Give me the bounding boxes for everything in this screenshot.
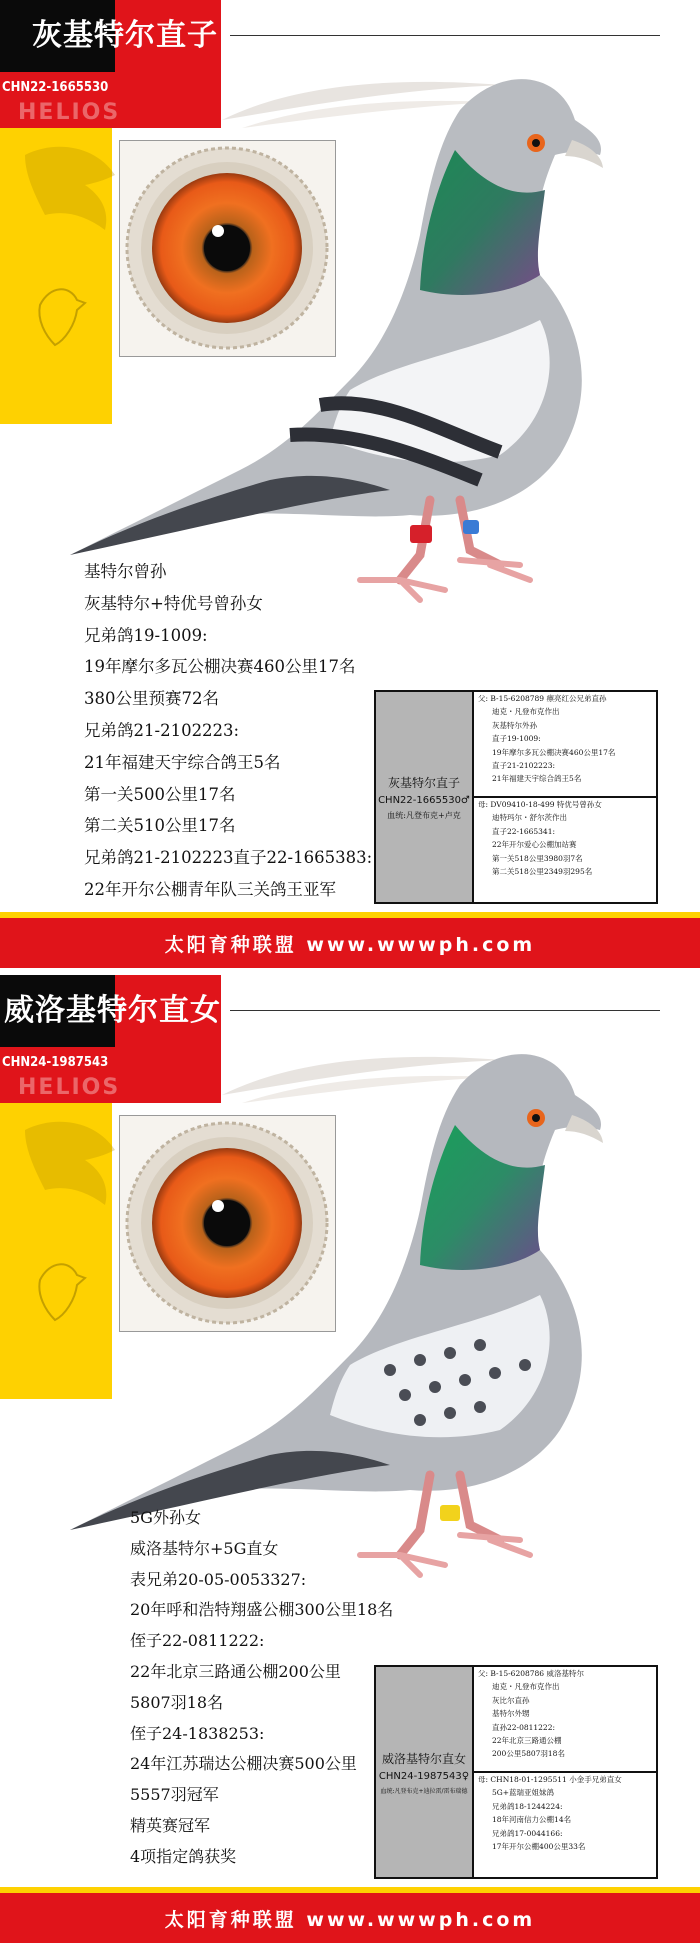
brand-watermark: HELIOS xyxy=(18,100,121,125)
pigeon-eye-photo xyxy=(119,1115,336,1332)
pedigree-table xyxy=(374,1665,658,1879)
achievement-line: 精英赛冠军 xyxy=(130,1815,211,1835)
sire-line: 迪克・凡登布克作出 xyxy=(492,1682,560,1692)
achievement-line: 兄弟鸽19-1009: xyxy=(84,625,208,645)
pedigree-name: 威洛基特尔直女 xyxy=(381,1751,466,1766)
achievement-line: 5557羽冠军 xyxy=(130,1785,219,1805)
sire-line: 迪克・凡登布克作出 xyxy=(492,707,560,717)
pedigree-sire xyxy=(474,1667,656,1773)
achievement-line: 22年开尔公棚青年队三关鸽王亚军 xyxy=(84,879,336,899)
achievement-line: 5G外孙女 xyxy=(130,1508,201,1527)
header-rule xyxy=(230,35,660,36)
sire-line: 22年北京三路通公棚 xyxy=(492,1736,562,1746)
dam-line: 兄弟鸽18-1244224: xyxy=(492,1801,563,1811)
sire-line: 19年摩尔多瓦公棚决赛460公里17名 xyxy=(492,747,616,757)
sire-line: 直孙22-0811222: xyxy=(492,1722,556,1732)
dam-line: 兄弟鸽17-0044166: xyxy=(492,1828,563,1838)
achievement-line: 威洛基特尔+5G直女 xyxy=(130,1538,279,1558)
achievement-line: 380公里预赛72名 xyxy=(84,689,219,709)
pigeon-card-2 xyxy=(0,975,700,1950)
pedigree-bloodline: 血统:凡登布克+迪拉雷/雷布瑞德 xyxy=(380,1787,468,1795)
pedigree-ring: CHN22-1665530♂ xyxy=(378,794,470,806)
dam-line: 18年河南信力公棚14名 xyxy=(492,1815,572,1825)
pedigree-name: 灰基特尔直子 xyxy=(387,775,460,790)
sire-line: 21年福建天宇综合鸽王5名 xyxy=(492,774,582,784)
sire-line: 直子19-1009: xyxy=(492,734,541,744)
achievement-line: 兄弟鸽21-2102223直子22-1665383: xyxy=(84,848,373,868)
achievement-line: 21年福建天宇综合鸽王5名 xyxy=(84,752,281,772)
dam-line: 5G+蓝瑞亚姐妹鸽 xyxy=(492,1788,555,1798)
pedigree-bloodline: 血统:凡登布克+卢克 xyxy=(387,810,461,820)
header-rule xyxy=(230,1010,660,1011)
pigeon-title: 灰基特尔直子 xyxy=(32,18,218,53)
pedigree-table xyxy=(374,690,658,904)
sire-line: 直子21-2102223: xyxy=(492,761,556,771)
achievement-line: 24年江苏瑞达公棚决赛500公里 xyxy=(130,1754,357,1774)
dam-line: 第二关518公里2349羽295名 xyxy=(492,867,593,877)
eye-sign-icon xyxy=(120,141,335,356)
footer-banner xyxy=(0,1887,700,1943)
banner-text: 太阳育种联盟 www.wwwph.com xyxy=(164,933,536,956)
footer-banner xyxy=(0,912,700,968)
dam-line: 迪特玛尔・舒尔茨作出 xyxy=(492,813,567,823)
dam-line: 22年开尔爱心公棚加站赛 xyxy=(492,840,577,850)
ring-number: CHN22-1665530 xyxy=(2,80,109,95)
pedigree-ring: CHN24-1987543♀ xyxy=(378,1770,470,1782)
achievement-line: 4项指定鸽获奖 xyxy=(130,1846,237,1866)
achievement-line: 侄子22-0811222: xyxy=(130,1631,265,1651)
sire-line: 基特尔外甥 xyxy=(492,1709,530,1719)
achievement-line: 兄弟鸽21-2102223: xyxy=(84,720,240,740)
dam-line: 第一关518公里3980羽7名 xyxy=(492,853,583,863)
sire-line: 灰比尔直孙 xyxy=(492,1695,530,1705)
ring-number: CHN24-1987543 xyxy=(2,1055,109,1070)
dam-line: 17年开尔公棚400公里33名 xyxy=(492,1842,586,1852)
banner-text: 太阳育种联盟 www.wwwph.com xyxy=(164,1908,536,1931)
achievement-line: 第二关510公里17名 xyxy=(84,816,236,836)
sire-line: 父: B-15-6208786 威洛基特尔 xyxy=(478,1669,584,1678)
dam-line: 母: CHN18-01-1295511 小金手兄弟直女 xyxy=(478,1775,622,1784)
achievement-line: 5807羽18名 xyxy=(130,1692,224,1712)
pigeon-eye-photo xyxy=(119,140,336,357)
sire-line: 灰基特尔外孙 xyxy=(492,720,537,730)
achievement-line: 基特尔曾孙 xyxy=(84,562,167,581)
achievement-line: 第一关500公里17名 xyxy=(84,784,236,804)
achievement-line: 20年呼和浩特翔盛公棚300公里18名 xyxy=(130,1600,394,1620)
achievement-line: 表兄弟20-05-0053327: xyxy=(130,1569,307,1589)
pedigree-dam xyxy=(474,1773,656,1877)
dam-line: 直子22-1665341: xyxy=(492,826,556,836)
achievement-list xyxy=(84,556,372,906)
pigeon-title: 威洛基特尔直女 xyxy=(4,993,221,1028)
pedigree-sire xyxy=(474,692,656,798)
sire-line: 父: B-15-6208789 瘭亮红公兄弟直孙 xyxy=(478,694,607,703)
achievement-line: 22年北京三路通公棚200公里 xyxy=(130,1661,341,1681)
pedigree-subject xyxy=(376,692,474,902)
brand-watermark: HELIOS xyxy=(18,1075,121,1100)
pedigree-dam xyxy=(474,798,656,902)
pedigree-subject xyxy=(376,1667,474,1877)
achievement-line: 灰基特尔+特优号曾孙女 xyxy=(84,593,263,613)
achievement-list xyxy=(130,1503,393,1873)
eye-sign-icon xyxy=(120,1116,335,1331)
achievement-line: 19年摩尔多瓦公棚决赛460公里17名 xyxy=(84,657,356,677)
achievement-line: 侄子24-1838253: xyxy=(130,1723,265,1743)
dam-line: 母: DV09410-18-499 特优号曾孙女 xyxy=(478,800,602,809)
sire-line: 200公里5807羽18名 xyxy=(492,1749,565,1759)
